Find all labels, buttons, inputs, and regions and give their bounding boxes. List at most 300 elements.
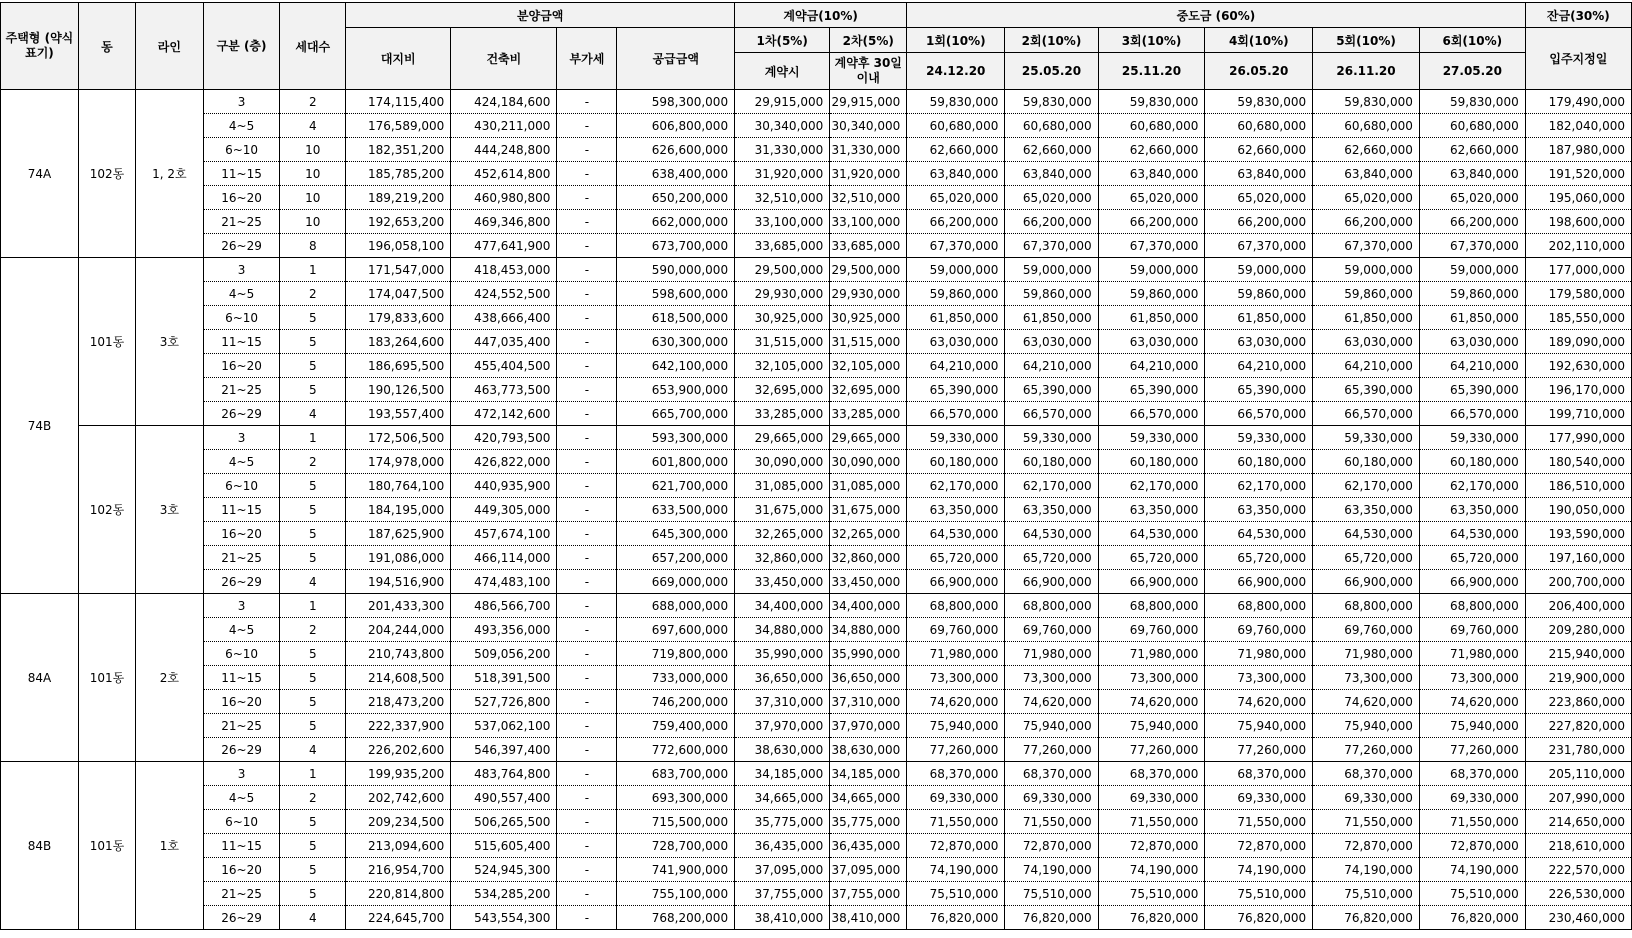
land-cell: 201,433,300 — [346, 594, 451, 618]
middle-3-cell: 73,300,000 — [1098, 666, 1205, 690]
deposit-2-cell: 34,400,000 — [830, 594, 907, 618]
floor-cell: 26~29 — [203, 402, 280, 426]
middle-5-cell: 63,030,000 — [1313, 330, 1420, 354]
middle-6-cell: 72,870,000 — [1419, 834, 1525, 858]
middle-6-cell: 75,940,000 — [1419, 714, 1525, 738]
balance-cell: 222,570,000 — [1525, 858, 1631, 882]
balance-cell: 185,550,000 — [1525, 306, 1631, 330]
units-cell: 4 — [280, 570, 346, 594]
header-deposit-2: 2차(5%) — [830, 28, 907, 53]
units-cell: 5 — [280, 354, 346, 378]
deposit-1-cell: 29,500,000 — [735, 258, 830, 282]
table-row — [1, 810, 1632, 834]
middle-3-cell: 65,390,000 — [1098, 378, 1205, 402]
middle-2-cell: 69,760,000 — [1005, 618, 1098, 642]
deposit-1-cell: 33,450,000 — [735, 570, 830, 594]
middle-2-cell: 64,530,000 — [1005, 522, 1098, 546]
middle-4-cell: 71,550,000 — [1205, 810, 1313, 834]
units-cell: 5 — [280, 858, 346, 882]
building-cell: 506,265,500 — [451, 810, 557, 834]
vat-cell: - — [557, 498, 617, 522]
building-cell: 515,605,400 — [451, 834, 557, 858]
middle-1-cell: 59,000,000 — [907, 258, 1005, 282]
building-cell: 474,483,100 — [451, 570, 557, 594]
deposit-2-cell: 31,330,000 — [830, 138, 907, 162]
middle-1-cell: 68,800,000 — [907, 594, 1005, 618]
units-cell: 4 — [280, 738, 346, 762]
deposit-2-cell: 30,340,000 — [830, 114, 907, 138]
table-row — [1, 426, 1632, 450]
floor-cell: 6~10 — [203, 642, 280, 666]
deposit-1-cell: 37,095,000 — [735, 858, 830, 882]
middle-1-cell: 65,390,000 — [907, 378, 1005, 402]
header-middle-payment: 중도금 (60%) — [907, 3, 1525, 28]
floor-cell: 4~5 — [203, 114, 280, 138]
middle-6-cell: 59,330,000 — [1419, 426, 1525, 450]
middle-2-cell: 68,370,000 — [1005, 762, 1098, 786]
supply-cell: 715,500,000 — [617, 810, 735, 834]
supply-cell: 593,300,000 — [617, 426, 735, 450]
middle-3-cell: 66,570,000 — [1098, 402, 1205, 426]
units-cell: 4 — [280, 114, 346, 138]
header-land: 대지비 — [346, 28, 451, 90]
deposit-1-cell: 34,880,000 — [735, 618, 830, 642]
floor-cell: 26~29 — [203, 906, 280, 930]
land-cell: 183,264,600 — [346, 330, 451, 354]
middle-2-cell: 66,900,000 — [1005, 570, 1098, 594]
line-cell: 3호 — [136, 426, 204, 594]
deposit-2-cell: 35,775,000 — [830, 810, 907, 834]
middle-6-cell: 73,300,000 — [1419, 666, 1525, 690]
type-cell: 84A — [1, 594, 79, 762]
vat-cell: - — [557, 378, 617, 402]
middle-4-cell: 75,940,000 — [1205, 714, 1313, 738]
deposit-2-cell: 34,185,000 — [830, 762, 907, 786]
deposit-1-cell: 35,990,000 — [735, 642, 830, 666]
supply-cell: 759,400,000 — [617, 714, 735, 738]
building-cell: 537,062,100 — [451, 714, 557, 738]
units-cell: 5 — [280, 690, 346, 714]
floor-cell: 3 — [203, 594, 280, 618]
land-cell: 191,086,000 — [346, 546, 451, 570]
balance-cell: 180,540,000 — [1525, 450, 1631, 474]
header-balance: 잔금(30%) — [1525, 3, 1631, 28]
middle-4-cell: 69,330,000 — [1205, 786, 1313, 810]
vat-cell: - — [557, 858, 617, 882]
floor-cell: 26~29 — [203, 570, 280, 594]
table-row — [1, 570, 1632, 594]
balance-cell: 231,780,000 — [1525, 738, 1631, 762]
units-cell: 5 — [280, 378, 346, 402]
land-cell: 196,058,100 — [346, 234, 451, 258]
table-row — [1, 306, 1632, 330]
middle-1-cell: 65,020,000 — [907, 186, 1005, 210]
vat-cell: - — [557, 522, 617, 546]
units-cell: 1 — [280, 594, 346, 618]
land-cell: 192,653,200 — [346, 210, 451, 234]
deposit-1-cell: 32,510,000 — [735, 186, 830, 210]
middle-4-cell: 60,680,000 — [1205, 114, 1313, 138]
middle-3-cell: 66,900,000 — [1098, 570, 1205, 594]
table-row — [1, 258, 1632, 282]
deposit-2-cell: 31,085,000 — [830, 474, 907, 498]
middle-6-cell: 77,260,000 — [1419, 738, 1525, 762]
supply-cell: 669,000,000 — [617, 570, 735, 594]
middle-2-cell: 60,680,000 — [1005, 114, 1098, 138]
deposit-2-cell: 33,685,000 — [830, 234, 907, 258]
building-cell: 490,557,400 — [451, 786, 557, 810]
header-middle-4-date: 26.05.20 — [1205, 53, 1313, 90]
floor-cell: 21~25 — [203, 378, 280, 402]
deposit-1-cell: 31,920,000 — [735, 162, 830, 186]
table-row — [1, 474, 1632, 498]
vat-cell: - — [557, 306, 617, 330]
middle-6-cell: 59,000,000 — [1419, 258, 1525, 282]
middle-4-cell: 64,210,000 — [1205, 354, 1313, 378]
table-row — [1, 714, 1632, 738]
vat-cell: - — [557, 162, 617, 186]
floor-cell: 11~15 — [203, 666, 280, 690]
middle-4-cell: 65,390,000 — [1205, 378, 1313, 402]
supply-cell: 598,600,000 — [617, 282, 735, 306]
building-cell: 546,397,400 — [451, 738, 557, 762]
table-body — [1, 90, 1632, 930]
supply-cell: 719,800,000 — [617, 642, 735, 666]
line-cell: 1호 — [136, 762, 204, 930]
land-cell: 184,195,000 — [346, 498, 451, 522]
middle-6-cell: 61,850,000 — [1419, 306, 1525, 330]
middle-1-cell: 71,550,000 — [907, 810, 1005, 834]
floor-cell: 16~20 — [203, 186, 280, 210]
units-cell: 10 — [280, 186, 346, 210]
supply-cell: 645,300,000 — [617, 522, 735, 546]
balance-cell: 193,590,000 — [1525, 522, 1631, 546]
land-cell: 172,506,500 — [346, 426, 451, 450]
middle-4-cell: 66,200,000 — [1205, 210, 1313, 234]
building-cell: 477,641,900 — [451, 234, 557, 258]
middle-3-cell: 60,680,000 — [1098, 114, 1205, 138]
middle-2-cell: 69,330,000 — [1005, 786, 1098, 810]
deposit-1-cell: 37,970,000 — [735, 714, 830, 738]
vat-cell: - — [557, 786, 617, 810]
land-cell: 204,244,000 — [346, 618, 451, 642]
units-cell: 5 — [280, 666, 346, 690]
building-cell: 463,773,500 — [451, 378, 557, 402]
middle-5-cell: 59,860,000 — [1313, 282, 1420, 306]
building-cell: 430,211,000 — [451, 114, 557, 138]
building-cell: 444,248,800 — [451, 138, 557, 162]
middle-6-cell: 60,180,000 — [1419, 450, 1525, 474]
dong-cell: 101동 — [78, 594, 135, 762]
deposit-2-cell: 31,515,000 — [830, 330, 907, 354]
units-cell: 5 — [280, 474, 346, 498]
floor-cell: 4~5 — [203, 618, 280, 642]
units-cell: 5 — [280, 642, 346, 666]
middle-1-cell: 74,620,000 — [907, 690, 1005, 714]
building-cell: 466,114,000 — [451, 546, 557, 570]
middle-5-cell: 59,830,000 — [1313, 90, 1420, 114]
middle-2-cell: 61,850,000 — [1005, 306, 1098, 330]
header-middle-1: 1회(10%) — [907, 28, 1005, 53]
building-cell: 472,142,600 — [451, 402, 557, 426]
balance-cell: 192,630,000 — [1525, 354, 1631, 378]
floor-cell: 11~15 — [203, 330, 280, 354]
deposit-1-cell: 38,630,000 — [735, 738, 830, 762]
deposit-1-cell: 37,755,000 — [735, 882, 830, 906]
middle-3-cell: 66,200,000 — [1098, 210, 1205, 234]
floor-cell: 3 — [203, 90, 280, 114]
supply-cell: 673,700,000 — [617, 234, 735, 258]
middle-5-cell: 62,660,000 — [1313, 138, 1420, 162]
deposit-2-cell: 36,435,000 — [830, 834, 907, 858]
middle-1-cell: 59,330,000 — [907, 426, 1005, 450]
vat-cell: - — [557, 282, 617, 306]
middle-5-cell: 72,870,000 — [1313, 834, 1420, 858]
deposit-1-cell: 36,650,000 — [735, 666, 830, 690]
middle-3-cell: 68,800,000 — [1098, 594, 1205, 618]
middle-1-cell: 63,840,000 — [907, 162, 1005, 186]
deposit-2-cell: 37,970,000 — [830, 714, 907, 738]
middle-4-cell: 75,510,000 — [1205, 882, 1313, 906]
floor-cell: 26~29 — [203, 234, 280, 258]
middle-4-cell: 65,020,000 — [1205, 186, 1313, 210]
middle-2-cell: 59,330,000 — [1005, 426, 1098, 450]
middle-3-cell: 74,190,000 — [1098, 858, 1205, 882]
units-cell: 10 — [280, 162, 346, 186]
deposit-1-cell: 32,695,000 — [735, 378, 830, 402]
deposit-2-cell: 37,095,000 — [830, 858, 907, 882]
table-header — [1, 3, 1632, 90]
middle-4-cell: 77,260,000 — [1205, 738, 1313, 762]
building-cell: 440,935,900 — [451, 474, 557, 498]
line-cell: 2호 — [136, 594, 204, 762]
balance-cell: 207,990,000 — [1525, 786, 1631, 810]
floor-cell: 4~5 — [203, 786, 280, 810]
middle-6-cell: 74,620,000 — [1419, 690, 1525, 714]
middle-5-cell: 66,200,000 — [1313, 210, 1420, 234]
deposit-1-cell: 35,775,000 — [735, 810, 830, 834]
deposit-2-cell: 34,665,000 — [830, 786, 907, 810]
dong-cell: 102동 — [78, 426, 135, 594]
building-cell: 447,035,400 — [451, 330, 557, 354]
middle-5-cell: 66,900,000 — [1313, 570, 1420, 594]
type-cell: 84B — [1, 762, 79, 930]
supply-cell: 741,900,000 — [617, 858, 735, 882]
balance-cell: 177,990,000 — [1525, 426, 1631, 450]
land-cell: 218,473,200 — [346, 690, 451, 714]
middle-1-cell: 63,350,000 — [907, 498, 1005, 522]
floor-cell: 3 — [203, 762, 280, 786]
middle-6-cell: 62,660,000 — [1419, 138, 1525, 162]
balance-cell: 182,040,000 — [1525, 114, 1631, 138]
dong-cell: 102동 — [78, 90, 135, 258]
vat-cell: - — [557, 186, 617, 210]
land-cell: 226,202,600 — [346, 738, 451, 762]
units-cell: 1 — [280, 258, 346, 282]
building-cell: 455,404,500 — [451, 354, 557, 378]
dong-cell: 101동 — [78, 762, 135, 930]
supply-cell: 590,000,000 — [617, 258, 735, 282]
middle-2-cell: 74,190,000 — [1005, 858, 1098, 882]
building-cell: 527,726,800 — [451, 690, 557, 714]
table-row — [1, 618, 1632, 642]
header-balance-when: 입주지정일 — [1525, 28, 1631, 90]
units-cell: 5 — [280, 522, 346, 546]
table-row — [1, 642, 1632, 666]
floor-cell: 4~5 — [203, 450, 280, 474]
table-row — [1, 498, 1632, 522]
middle-2-cell: 64,210,000 — [1005, 354, 1098, 378]
middle-2-cell: 68,800,000 — [1005, 594, 1098, 618]
middle-5-cell: 66,570,000 — [1313, 402, 1420, 426]
table-row — [1, 546, 1632, 570]
vat-cell: - — [557, 666, 617, 690]
middle-1-cell: 60,680,000 — [907, 114, 1005, 138]
middle-6-cell: 71,980,000 — [1419, 642, 1525, 666]
supply-cell: 642,100,000 — [617, 354, 735, 378]
middle-5-cell: 64,530,000 — [1313, 522, 1420, 546]
header-deposit-2-when: 계약후 30일이내 — [830, 53, 907, 90]
balance-cell: 199,710,000 — [1525, 402, 1631, 426]
balance-cell: 230,460,000 — [1525, 906, 1631, 930]
floor-cell: 16~20 — [203, 858, 280, 882]
building-cell: 420,793,500 — [451, 426, 557, 450]
building-cell: 534,285,200 — [451, 882, 557, 906]
middle-6-cell: 62,170,000 — [1419, 474, 1525, 498]
supply-cell: 665,700,000 — [617, 402, 735, 426]
middle-6-cell: 65,390,000 — [1419, 378, 1525, 402]
balance-cell: 219,900,000 — [1525, 666, 1631, 690]
line-cell: 1, 2호 — [136, 90, 204, 258]
land-cell: 193,557,400 — [346, 402, 451, 426]
header-deposit: 계약금(10%) — [735, 3, 907, 28]
table-row — [1, 738, 1632, 762]
middle-5-cell: 75,510,000 — [1313, 882, 1420, 906]
header-middle-5: 5회(10%) — [1313, 28, 1420, 53]
supply-cell: 606,800,000 — [617, 114, 735, 138]
balance-cell: 202,110,000 — [1525, 234, 1631, 258]
floor-cell: 21~25 — [203, 546, 280, 570]
middle-6-cell: 68,370,000 — [1419, 762, 1525, 786]
balance-cell: 227,820,000 — [1525, 714, 1631, 738]
table-row — [1, 906, 1632, 930]
building-cell: 418,453,000 — [451, 258, 557, 282]
land-cell: 182,351,200 — [346, 138, 451, 162]
building-cell: 486,566,700 — [451, 594, 557, 618]
land-cell: 194,516,900 — [346, 570, 451, 594]
supply-cell: 693,300,000 — [617, 786, 735, 810]
units-cell: 5 — [280, 834, 346, 858]
middle-3-cell: 74,620,000 — [1098, 690, 1205, 714]
middle-3-cell: 72,870,000 — [1098, 834, 1205, 858]
middle-1-cell: 64,530,000 — [907, 522, 1005, 546]
middle-3-cell: 65,720,000 — [1098, 546, 1205, 570]
middle-2-cell: 65,020,000 — [1005, 186, 1098, 210]
middle-4-cell: 71,980,000 — [1205, 642, 1313, 666]
middle-4-cell: 74,190,000 — [1205, 858, 1313, 882]
middle-4-cell: 60,180,000 — [1205, 450, 1313, 474]
middle-5-cell: 75,940,000 — [1313, 714, 1420, 738]
middle-2-cell: 63,840,000 — [1005, 162, 1098, 186]
middle-4-cell: 64,530,000 — [1205, 522, 1313, 546]
balance-cell: 206,400,000 — [1525, 594, 1631, 618]
middle-3-cell: 60,180,000 — [1098, 450, 1205, 474]
middle-5-cell: 68,800,000 — [1313, 594, 1420, 618]
deposit-2-cell: 31,675,000 — [830, 498, 907, 522]
deposit-2-cell: 29,665,000 — [830, 426, 907, 450]
middle-4-cell: 63,030,000 — [1205, 330, 1313, 354]
middle-1-cell: 64,210,000 — [907, 354, 1005, 378]
floor-cell: 4~5 — [203, 282, 280, 306]
vat-cell: - — [557, 738, 617, 762]
building-cell: 424,184,600 — [451, 90, 557, 114]
header-middle-3-date: 25.11.20 — [1098, 53, 1205, 90]
header-dong: 동 — [78, 3, 135, 90]
middle-4-cell: 66,570,000 — [1205, 402, 1313, 426]
balance-cell: 214,650,000 — [1525, 810, 1631, 834]
middle-5-cell: 63,350,000 — [1313, 498, 1420, 522]
middle-5-cell: 73,300,000 — [1313, 666, 1420, 690]
middle-3-cell: 75,510,000 — [1098, 882, 1205, 906]
deposit-2-cell: 33,100,000 — [830, 210, 907, 234]
supply-cell: 697,600,000 — [617, 618, 735, 642]
vat-cell: - — [557, 474, 617, 498]
units-cell: 10 — [280, 210, 346, 234]
middle-2-cell: 77,260,000 — [1005, 738, 1098, 762]
land-cell: 174,978,000 — [346, 450, 451, 474]
units-cell: 5 — [280, 498, 346, 522]
middle-4-cell: 59,000,000 — [1205, 258, 1313, 282]
middle-1-cell: 68,370,000 — [907, 762, 1005, 786]
vat-cell: - — [557, 114, 617, 138]
header-building: 건축비 — [451, 28, 557, 90]
supply-cell: 650,200,000 — [617, 186, 735, 210]
land-cell: 214,608,500 — [346, 666, 451, 690]
building-cell: 457,674,100 — [451, 522, 557, 546]
land-cell: 224,645,700 — [346, 906, 451, 930]
middle-4-cell: 74,620,000 — [1205, 690, 1313, 714]
units-cell: 2 — [280, 90, 346, 114]
table-row — [1, 282, 1632, 306]
header-vat: 부가세 — [557, 28, 617, 90]
middle-6-cell: 59,830,000 — [1419, 90, 1525, 114]
deposit-1-cell: 32,265,000 — [735, 522, 830, 546]
deposit-2-cell: 34,880,000 — [830, 618, 907, 642]
middle-2-cell: 71,550,000 — [1005, 810, 1098, 834]
middle-1-cell: 72,870,000 — [907, 834, 1005, 858]
balance-cell: 189,090,000 — [1525, 330, 1631, 354]
vat-cell: - — [557, 354, 617, 378]
balance-cell: 187,980,000 — [1525, 138, 1631, 162]
middle-3-cell: 62,660,000 — [1098, 138, 1205, 162]
floor-cell: 11~15 — [203, 162, 280, 186]
middle-5-cell: 65,720,000 — [1313, 546, 1420, 570]
header-floor: 구분 (층) — [203, 3, 280, 90]
deposit-1-cell: 34,665,000 — [735, 786, 830, 810]
middle-6-cell: 65,020,000 — [1419, 186, 1525, 210]
header-middle-6: 6회(10%) — [1419, 28, 1525, 53]
building-cell: 424,552,500 — [451, 282, 557, 306]
table-row — [1, 138, 1632, 162]
middle-6-cell: 74,190,000 — [1419, 858, 1525, 882]
middle-2-cell: 74,620,000 — [1005, 690, 1098, 714]
units-cell: 5 — [280, 546, 346, 570]
vat-cell: - — [557, 690, 617, 714]
table-row — [1, 186, 1632, 210]
header-middle-6-date: 27.05.20 — [1419, 53, 1525, 90]
floor-cell: 6~10 — [203, 474, 280, 498]
dong-cell: 101동 — [78, 258, 135, 426]
